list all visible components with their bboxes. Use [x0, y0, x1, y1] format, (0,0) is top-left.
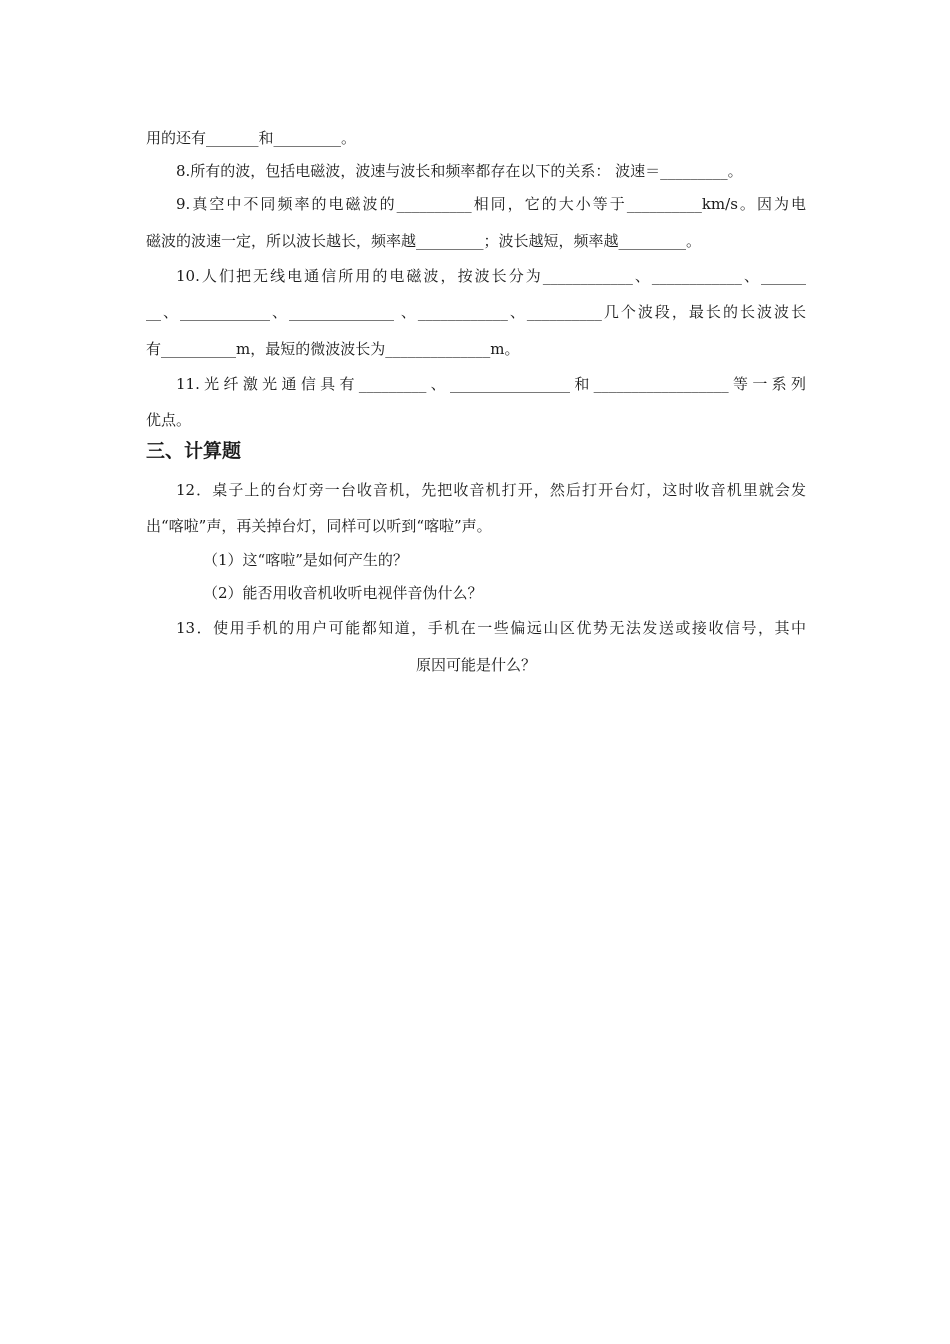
text-line-continuation: 用的还有_______和_________。 [146, 129, 357, 147]
question-10-line-3: 有__________m，最短的微波波长为______________m。 [146, 340, 520, 358]
question-12-sub-2: （2）能否用收音机收听电视伴音伪什么？ [203, 584, 483, 602]
question-12-line-2: 出“喀啦”声，再关掉台灯，同样可以听到“喀啦”声。 [146, 517, 492, 535]
question-13-line-2: 原因可能是什么？ [415, 656, 536, 674]
question-11-line-2: 优点。 [146, 411, 192, 429]
question-9-line-2: 磁波的波速一定，所以波长越长，频率越_________；波长越短，频率越_________。 [146, 232, 702, 250]
question-9-line-1: 9.真空中不同频率的电磁波的__________相同，它的大小等于__________km/s。因为电 [176, 195, 806, 213]
question-12-line-1: 12．桌子上的台灯旁一台收音机，先把收音机打开，然后打开台灯，这时收音机里就会发 [176, 481, 806, 499]
question-8: 8.所有的波，包括电磁波，波速与波长和频率都存在以下的关系： 波速＝_________。 [176, 162, 743, 180]
question-10-line-1: 10.人们把无线电通信所用的电磁波，按波长分为____________、____________、______ [176, 267, 806, 285]
question-10-line-2: __、____________、______________ 、____________、__________几个波段，最长的长波波长 [146, 303, 806, 321]
question-13-line-1: 13．使用手机的用户可能都知道，手机在一些偏远山区优势无法发送或接收信号，其中 [176, 619, 806, 637]
question-12-sub-1: （1）这“喀啦”是如何产生的？ [203, 551, 408, 569]
section-heading: 三、计算题 [146, 440, 242, 462]
question-11-line-1: 11.光纤激光通信具有_________、________________和__________________等一系列 [176, 375, 806, 393]
